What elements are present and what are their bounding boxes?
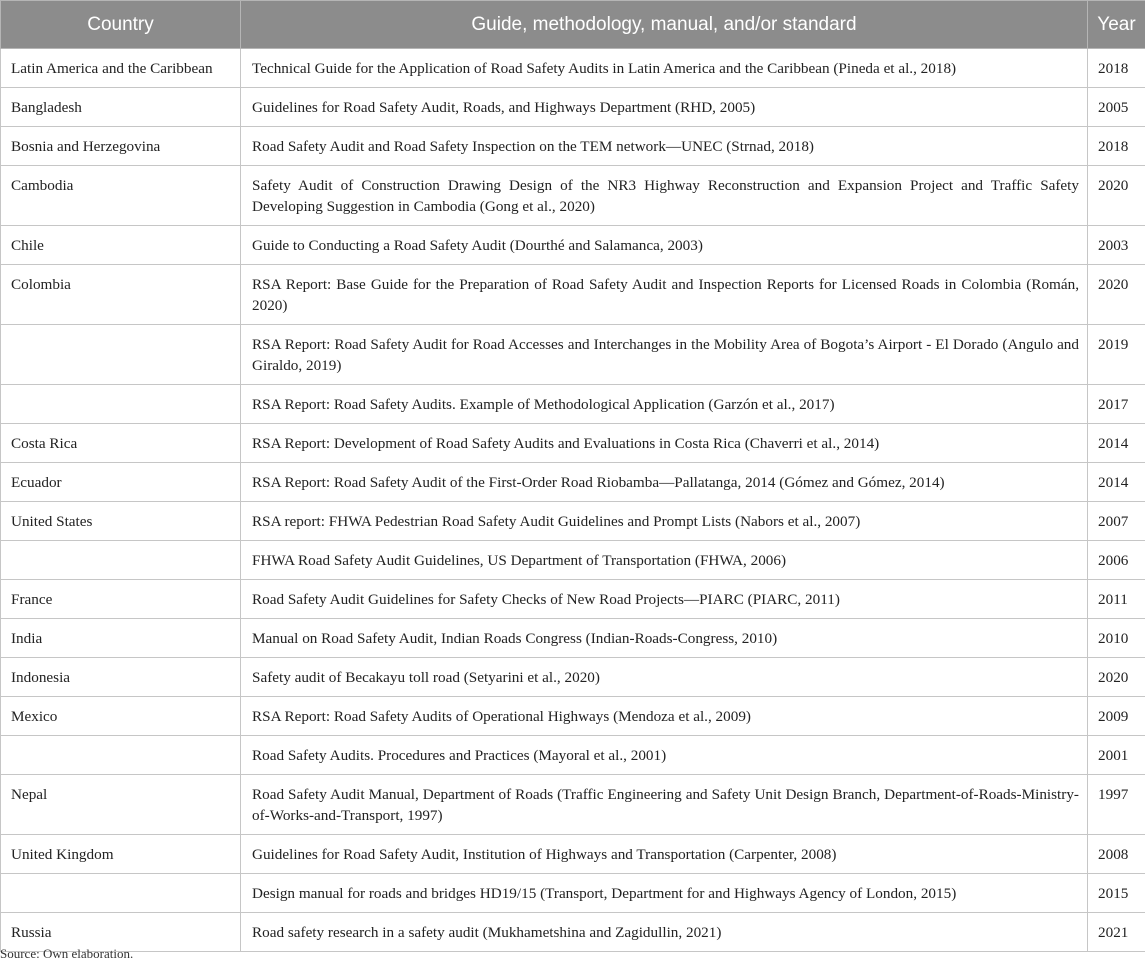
header-row	[1, 1, 1145, 49]
table-row	[1, 88, 1145, 127]
cell-guide: RSA Report: Base Guide for the Preparation of Road Safety Audit and Inspection Reports for Licensed Roads in Colombia (Román, 2020)	[241, 265, 1088, 325]
cell-year: 1997	[1088, 775, 1145, 835]
table-row	[1, 541, 1145, 580]
cell-guide: Road safety research in a safety audit (Mukhametshina and Zagidullin, 2021)	[241, 913, 1088, 952]
table-row	[1, 424, 1145, 463]
cell-year: 2020	[1088, 166, 1145, 226]
cell-guide: Guide to Conducting a Road Safety Audit (Dourthé and Salamanca, 2003)	[241, 226, 1088, 265]
column-header-country: Country	[1, 1, 241, 49]
cell-year: 2019	[1088, 325, 1145, 385]
table-row	[1, 736, 1145, 775]
cell-country: India	[1, 619, 241, 658]
cell-guide: RSA Report: Road Safety Audits of Operational Highways (Mendoza et al., 2009)	[241, 697, 1088, 736]
table-row	[1, 166, 1145, 226]
cell-guide: RSA Report: Road Safety Audits. Example of Methodological Application (Garzón et al., 2017)	[241, 385, 1088, 424]
cell-year: 2011	[1088, 580, 1145, 619]
cell-year: 2015	[1088, 874, 1145, 913]
table-body	[1, 49, 1145, 952]
cell-guide: Manual on Road Safety Audit, Indian Roads Congress (Indian-Roads-Congress, 2010)	[241, 619, 1088, 658]
table-row	[1, 127, 1145, 166]
cell-year: 2014	[1088, 463, 1145, 502]
cell-country	[1, 325, 241, 385]
cell-country: Nepal	[1, 775, 241, 835]
cell-year: 2010	[1088, 619, 1145, 658]
table-row	[1, 913, 1145, 952]
cell-year: 2018	[1088, 49, 1145, 88]
cell-country: Cambodia	[1, 166, 241, 226]
cell-country: Indonesia	[1, 658, 241, 697]
cell-year: 2006	[1088, 541, 1145, 580]
cell-country: Colombia	[1, 265, 241, 325]
cell-year: 2001	[1088, 736, 1145, 775]
cell-guide: Guidelines for Road Safety Audit, Institution of Highways and Transportation (Carpenter, 2008)	[241, 835, 1088, 874]
cell-country: United States	[1, 502, 241, 541]
cell-guide: Guidelines for Road Safety Audit, Roads, and Highways Department (RHD, 2005)	[241, 88, 1088, 127]
cell-year: 2009	[1088, 697, 1145, 736]
table-header	[1, 1, 1145, 49]
cell-year: 2017	[1088, 385, 1145, 424]
cell-year: 2021	[1088, 913, 1145, 952]
cell-guide: Road Safety Audits. Procedures and Practices (Mayoral et al., 2001)	[241, 736, 1088, 775]
cell-country: Mexico	[1, 697, 241, 736]
table-row	[1, 619, 1145, 658]
cell-guide: RSA Report: Road Safety Audit for Road Accesses and Interchanges in the Mobility Area of Bogota’s Airport - El Dorado (Angulo and Giraldo, 2019)	[241, 325, 1088, 385]
cell-guide: Road Safety Audit and Road Safety Inspection on the TEM network—UNEC (Strnad, 2018)	[241, 127, 1088, 166]
table-row	[1, 226, 1145, 265]
cell-year: 2014	[1088, 424, 1145, 463]
column-header-year: Year	[1088, 1, 1145, 49]
cell-country: France	[1, 580, 241, 619]
table-row	[1, 49, 1145, 88]
cell-guide: RSA report: FHWA Pedestrian Road Safety Audit Guidelines and Prompt Lists (Nabors et al., 2007)	[241, 502, 1088, 541]
cell-guide: Road Safety Audit Manual, Department of Roads (Traffic Engineering and Safety Unit Design Branch, Department-of-Roads-Ministry-of-Works-and-Transport, 1997)	[241, 775, 1088, 835]
cell-year: 2020	[1088, 658, 1145, 697]
cell-year: 2020	[1088, 265, 1145, 325]
cell-country: Latin America and the Caribbean	[1, 49, 241, 88]
table-row	[1, 502, 1145, 541]
table-row	[1, 658, 1145, 697]
cell-year: 2003	[1088, 226, 1145, 265]
cell-guide: RSA Report: Road Safety Audit of the First-Order Road Riobamba—Pallatanga, 2014 (Gómez and Gómez, 2014)	[241, 463, 1088, 502]
table-row	[1, 463, 1145, 502]
table-row	[1, 385, 1145, 424]
cell-year: 2008	[1088, 835, 1145, 874]
cell-country	[1, 541, 241, 580]
column-header-guide: Guide, methodology, manual, and/or standard	[241, 1, 1088, 49]
cell-guide: Design manual for roads and bridges HD19/15 (Transport, Department for and Highways Agency of London, 2015)	[241, 874, 1088, 913]
cell-country: Bosnia and Herzegovina	[1, 127, 241, 166]
cell-guide: Technical Guide for the Application of Road Safety Audits in Latin America and the Caribbean (Pineda et al., 2018)	[241, 49, 1088, 88]
cell-country: Chile	[1, 226, 241, 265]
table-row	[1, 580, 1145, 619]
table-row	[1, 325, 1145, 385]
cell-country: United Kingdom	[1, 835, 241, 874]
cell-guide: Safety audit of Becakayu toll road (Setyarini et al., 2020)	[241, 658, 1088, 697]
cell-guide: Road Safety Audit Guidelines for Safety Checks of New Road Projects—PIARC (PIARC, 2011)	[241, 580, 1088, 619]
source-note: Source: Own elaboration.	[0, 946, 133, 962]
table-row	[1, 835, 1145, 874]
table-row	[1, 265, 1145, 325]
cell-country: Russia	[1, 913, 241, 952]
cell-country	[1, 385, 241, 424]
cell-country: Ecuador	[1, 463, 241, 502]
cell-country	[1, 874, 241, 913]
table-row	[1, 775, 1145, 835]
cell-year: 2005	[1088, 88, 1145, 127]
table-row	[1, 697, 1145, 736]
cell-year: 2018	[1088, 127, 1145, 166]
cell-country: Bangladesh	[1, 88, 241, 127]
cell-country	[1, 736, 241, 775]
cell-guide: FHWA Road Safety Audit Guidelines, US Department of Transportation (FHWA, 2006)	[241, 541, 1088, 580]
table-row	[1, 874, 1145, 913]
cell-country: Costa Rica	[1, 424, 241, 463]
cell-year: 2007	[1088, 502, 1145, 541]
cell-guide: Safety Audit of Construction Drawing Design of the NR3 Highway Reconstruction and Expansion Project and Traffic Safety Developing Suggestion in Cambodia (Gong et al., 2020)	[241, 166, 1088, 226]
cell-guide: RSA Report: Development of Road Safety Audits and Evaluations in Costa Rica (Chaverri et al., 2014)	[241, 424, 1088, 463]
